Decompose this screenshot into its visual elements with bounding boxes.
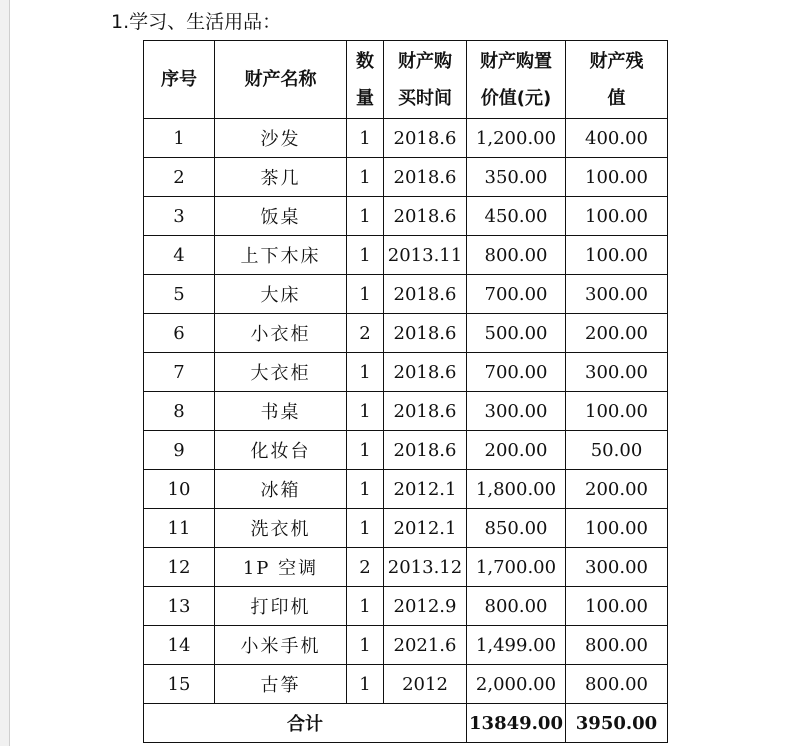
table-row [144, 548, 668, 587]
cell-name: 化妆台 [215, 431, 347, 470]
cell-purchase-time: 2018.6 [384, 119, 467, 158]
cell-purchase-time: 2018.6 [384, 158, 467, 197]
cell-residual-value: 100.00 [566, 587, 668, 626]
cell-residual-value: 100.00 [566, 197, 668, 236]
cell-quantity: 1 [347, 392, 384, 431]
cell-purchase-value: 1,800.00 [467, 470, 566, 509]
cell-residual-value: 800.00 [566, 626, 668, 665]
cell-purchase-time: 2018.6 [384, 353, 467, 392]
table-row [144, 392, 668, 431]
cell-purchase-time: 2018.6 [384, 392, 467, 431]
cell-purchase-value: 1,700.00 [467, 548, 566, 587]
cell-residual-value: 400.00 [566, 119, 668, 158]
cell-quantity: 2 [347, 314, 384, 353]
cell-name: 饭桌 [215, 197, 347, 236]
cell-index: 9 [144, 431, 215, 470]
header-name: 财产名称 [215, 41, 347, 119]
cell-residual-value: 300.00 [566, 275, 668, 314]
cell-purchase-time: 2021.6 [384, 626, 467, 665]
cell-purchase-value: 700.00 [467, 275, 566, 314]
cell-purchase-time: 2013.12 [384, 548, 467, 587]
table-row [144, 158, 668, 197]
cell-purchase-value: 700.00 [467, 353, 566, 392]
cell-quantity: 1 [347, 587, 384, 626]
cell-purchase-value: 800.00 [467, 236, 566, 275]
cell-quantity: 1 [347, 509, 384, 548]
header-residual-value: 财产残 值 [566, 41, 668, 119]
table-row [144, 236, 668, 275]
cell-residual-value: 100.00 [566, 236, 668, 275]
cell-purchase-value: 1,499.00 [467, 626, 566, 665]
cell-index: 7 [144, 353, 215, 392]
cell-quantity: 2 [347, 548, 384, 587]
header-quantity: 数 量 [347, 41, 384, 119]
section-heading: 1.学习、生活用品： [111, 11, 282, 33]
total-residual-value: 3950.00 [566, 704, 668, 743]
cell-index: 14 [144, 626, 215, 665]
table-row [144, 587, 668, 626]
page-edge [0, 0, 10, 746]
cell-index: 10 [144, 470, 215, 509]
cell-index: 3 [144, 197, 215, 236]
cell-quantity: 1 [347, 158, 384, 197]
cell-purchase-value: 2,000.00 [467, 665, 566, 704]
cell-purchase-time: 2012.9 [384, 587, 467, 626]
table-row [144, 353, 668, 392]
cell-purchase-time: 2012 [384, 665, 467, 704]
cell-purchase-time: 2012.1 [384, 470, 467, 509]
cell-residual-value: 100.00 [566, 509, 668, 548]
table-row [144, 119, 668, 158]
cell-name: 沙发 [215, 119, 347, 158]
cell-residual-value: 200.00 [566, 470, 668, 509]
cell-quantity: 1 [347, 626, 384, 665]
cell-name: 书桌 [215, 392, 347, 431]
total-row [144, 704, 668, 743]
header-index: 序号 [144, 41, 215, 119]
cell-index: 13 [144, 587, 215, 626]
cell-index: 1 [144, 119, 215, 158]
cell-purchase-time: 2012.1 [384, 509, 467, 548]
cell-index: 2 [144, 158, 215, 197]
total-label: 合计 [144, 704, 467, 743]
cell-quantity: 1 [347, 665, 384, 704]
table-row [144, 509, 668, 548]
cell-purchase-value: 500.00 [467, 314, 566, 353]
cell-purchase-value: 450.00 [467, 197, 566, 236]
cell-residual-value: 100.00 [566, 158, 668, 197]
cell-purchase-value: 800.00 [467, 587, 566, 626]
cell-purchase-value: 300.00 [467, 392, 566, 431]
table-row [144, 197, 668, 236]
cell-name: 1P 空调 [215, 548, 347, 587]
cell-residual-value: 100.00 [566, 392, 668, 431]
cell-quantity: 1 [347, 353, 384, 392]
cell-quantity: 1 [347, 275, 384, 314]
cell-name: 古筝 [215, 665, 347, 704]
header-purchase-value: 财产购置 价值(元) [467, 41, 566, 119]
cell-name: 茶几 [215, 158, 347, 197]
table-row [144, 314, 668, 353]
table-header-row [144, 41, 668, 119]
cell-quantity: 1 [347, 236, 384, 275]
cell-purchase-value: 350.00 [467, 158, 566, 197]
cell-name: 上下木床 [215, 236, 347, 275]
cell-index: 15 [144, 665, 215, 704]
cell-residual-value: 800.00 [566, 665, 668, 704]
cell-index: 4 [144, 236, 215, 275]
cell-residual-value: 200.00 [566, 314, 668, 353]
cell-purchase-value: 1,200.00 [467, 119, 566, 158]
cell-index: 11 [144, 509, 215, 548]
cell-name: 小米手机 [215, 626, 347, 665]
cell-residual-value: 50.00 [566, 431, 668, 470]
cell-index: 6 [144, 314, 215, 353]
cell-quantity: 1 [347, 197, 384, 236]
cell-purchase-time: 2018.6 [384, 197, 467, 236]
cell-purchase-time: 2013.11 [384, 236, 467, 275]
cell-purchase-time: 2018.6 [384, 431, 467, 470]
table-row [144, 626, 668, 665]
cell-quantity: 1 [347, 431, 384, 470]
cell-purchase-time: 2018.6 [384, 275, 467, 314]
cell-index: 12 [144, 548, 215, 587]
table-row [144, 470, 668, 509]
cell-index: 5 [144, 275, 215, 314]
cell-name: 打印机 [215, 587, 347, 626]
cell-quantity: 1 [347, 119, 384, 158]
cell-name: 洗衣机 [215, 509, 347, 548]
table-row [144, 665, 668, 704]
cell-name: 小衣柜 [215, 314, 347, 353]
cell-name: 冰箱 [215, 470, 347, 509]
cell-index: 8 [144, 392, 215, 431]
cell-purchase-value: 200.00 [467, 431, 566, 470]
cell-residual-value: 300.00 [566, 548, 668, 587]
cell-purchase-value: 850.00 [467, 509, 566, 548]
cell-name: 大床 [215, 275, 347, 314]
cell-name: 大衣柜 [215, 353, 347, 392]
cell-residual-value: 300.00 [566, 353, 668, 392]
cell-quantity: 1 [347, 470, 384, 509]
cell-purchase-time: 2018.6 [384, 314, 467, 353]
asset-table [143, 40, 668, 743]
header-purchase-time: 财产购 买时间 [384, 41, 467, 119]
total-purchase-value: 13849.00 [467, 704, 566, 743]
table-row [144, 275, 668, 314]
table-row [144, 431, 668, 470]
